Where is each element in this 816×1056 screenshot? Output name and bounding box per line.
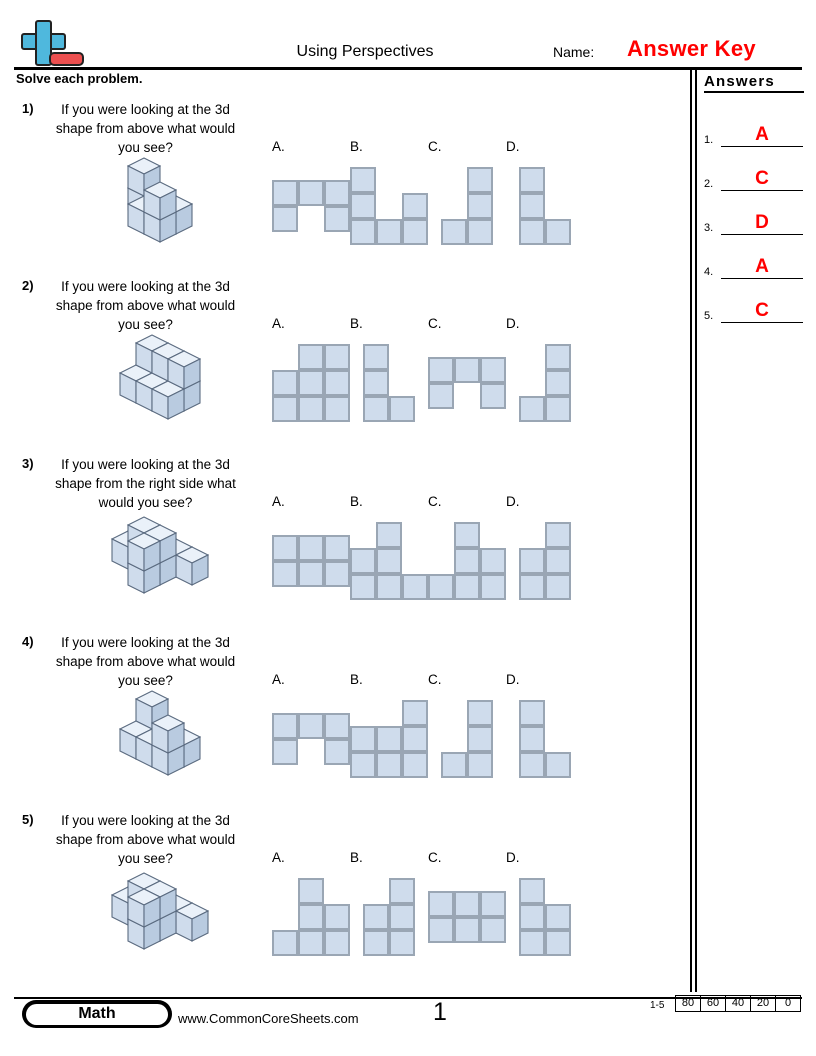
option-grid: [272, 180, 350, 232]
grid-cell: [298, 344, 324, 370]
option-grid: [519, 878, 571, 956]
answer-option-label: B.: [350, 850, 363, 865]
option-grid: [519, 522, 571, 600]
grid-cell: [272, 739, 298, 765]
grid-cell: [324, 904, 350, 930]
grid-cell: [467, 752, 493, 778]
answer-value: C: [755, 300, 769, 321]
grid-cell: [519, 700, 545, 726]
problem-question-text: If you were looking at the 3d shape from above what would you see?: [55, 102, 236, 155]
grid-cell: [324, 206, 350, 232]
grid-cell: [324, 396, 350, 422]
grid-cell: [298, 535, 324, 561]
grid-cell: [519, 930, 545, 956]
grid-cell: [350, 574, 376, 600]
option-grid: [519, 167, 571, 245]
answer-value: A: [755, 256, 769, 277]
grid-cell: [324, 561, 350, 587]
grid-cell: [519, 574, 545, 600]
grid-cell: [272, 561, 298, 587]
grid-cell: [363, 904, 389, 930]
grid-cell: [519, 219, 545, 245]
grid-cell: [389, 396, 415, 422]
grid-cell: [441, 219, 467, 245]
grid-cell: [454, 548, 480, 574]
grid-cell: [428, 357, 454, 383]
answer-option-label: A.: [272, 850, 285, 865]
grid-cell: [324, 344, 350, 370]
answer-option-label: A.: [272, 139, 285, 154]
problem-number: 3): [22, 456, 34, 471]
cube: [167, 350, 201, 390]
grid-cell: [402, 193, 428, 219]
grid-cell: [350, 167, 376, 193]
problem-number: 1): [22, 101, 34, 116]
answer-row: [704, 191, 808, 235]
answer-option-label: A.: [272, 672, 285, 687]
answer-number: 1.: [704, 134, 714, 146]
grid-cell: [402, 574, 428, 600]
grid-cell: [545, 396, 571, 422]
grid-cell: [454, 357, 480, 383]
option-grid: [350, 167, 428, 245]
grid-cell: [298, 878, 324, 904]
page-header: [0, 0, 816, 70]
grid-cell: [454, 917, 480, 943]
answer-blank-line: [721, 322, 803, 323]
option-grid: [519, 700, 571, 778]
grid-cell: [324, 713, 350, 739]
grid-cell: [545, 574, 571, 600]
grid-cell: [519, 396, 545, 422]
grid-cell: [363, 370, 389, 396]
answer-row: [704, 235, 808, 279]
grid-cell: [350, 726, 376, 752]
page-number: 1: [433, 998, 447, 1026]
answer-option-label: B.: [350, 316, 363, 331]
answer-option-label: D.: [506, 672, 520, 687]
option-grid: [428, 357, 506, 409]
grid-cell: [480, 548, 506, 574]
grid-cell: [480, 574, 506, 600]
answer-option-label: C.: [428, 494, 442, 509]
answer-number: 3.: [704, 222, 714, 234]
score-box: 40: [725, 995, 751, 1012]
grid-cell: [389, 904, 415, 930]
header-divider: [14, 67, 802, 70]
grid-cell: [272, 180, 298, 206]
answer-key-stamp: Answer Key: [627, 36, 756, 61]
grid-cell: [545, 904, 571, 930]
grid-cell: [324, 535, 350, 561]
option-grid: [350, 700, 428, 778]
grid-cell: [545, 219, 571, 245]
grid-cell: [350, 193, 376, 219]
answers-heading: Answers: [704, 73, 804, 93]
score-box: 80: [675, 995, 701, 1012]
answer-option-label: D.: [506, 850, 520, 865]
name-label: Name:: [553, 44, 595, 60]
score-range-label: 1-5: [650, 1000, 665, 1011]
cube: [175, 546, 209, 586]
grid-cell: [298, 180, 324, 206]
sidebar-border-left-outer: [690, 67, 692, 992]
grid-cell: [545, 930, 571, 956]
score-box: 20: [750, 995, 776, 1012]
grid-cell: [376, 726, 402, 752]
answer-option-label: C.: [428, 850, 442, 865]
grid-cell: [467, 700, 493, 726]
grid-cell: [480, 891, 506, 917]
option-grid: [363, 344, 415, 422]
cube: [127, 888, 161, 928]
answer-row: [704, 147, 808, 191]
option-grid: [272, 878, 350, 956]
grid-cell: [363, 396, 389, 422]
problem-question-text: If you were looking at the 3d shape from above what would you see?: [55, 813, 236, 866]
grid-cell: [454, 891, 480, 917]
grid-cell: [298, 370, 324, 396]
answer-option-label: B.: [350, 672, 363, 687]
cube: [127, 532, 161, 572]
grid-cell: [441, 752, 467, 778]
answer-option-label: C.: [428, 139, 442, 154]
grid-cell: [324, 180, 350, 206]
grid-cell: [428, 891, 454, 917]
grid-cell: [402, 219, 428, 245]
answer-option-label: A.: [272, 494, 285, 509]
score-box: 60: [700, 995, 726, 1012]
plus-minus-logo-icon: [18, 20, 84, 68]
grid-cell: [519, 726, 545, 752]
grid-cell: [350, 548, 376, 574]
grid-cell: [467, 219, 493, 245]
answer-row: [704, 279, 808, 323]
sidebar-border-left-inner: [695, 67, 697, 992]
grid-cell: [363, 930, 389, 956]
grid-cell: [272, 713, 298, 739]
grid-cell: [363, 344, 389, 370]
problem-question-text: If you were looking at the 3d shape from above what would you see?: [55, 279, 236, 332]
subject-badge: [22, 1000, 172, 1028]
grid-cell: [402, 726, 428, 752]
grid-cell: [350, 219, 376, 245]
answer-option-label: D.: [506, 316, 520, 331]
grid-cell: [545, 370, 571, 396]
grid-cell: [324, 930, 350, 956]
answer-option-label: D.: [506, 139, 520, 154]
problem-question-text: If you were looking at the 3d shape from above what would you see?: [55, 635, 236, 688]
answer-value: D: [755, 212, 769, 233]
grid-cell: [480, 917, 506, 943]
grid-cell: [545, 548, 571, 574]
grid-cell: [467, 167, 493, 193]
grid-cell: [389, 878, 415, 904]
option-grid: [272, 344, 350, 422]
grid-cell: [428, 574, 454, 600]
page-title: Using Perspectives: [296, 43, 434, 60]
grid-cell: [272, 206, 298, 232]
answer-option-label: B.: [350, 139, 363, 154]
problem-question-text: If you were looking at the 3d shape from the right side what would you see?: [55, 457, 236, 510]
grid-cell: [324, 370, 350, 396]
option-grid: [428, 522, 506, 600]
answers-sidebar: [690, 67, 816, 992]
grid-cell: [402, 752, 428, 778]
problem-number: 4): [22, 634, 34, 649]
grid-cell: [376, 522, 402, 548]
answer-option-label: B.: [350, 494, 363, 509]
logo-minus-bar: [49, 52, 84, 66]
subject-badge-label: Math: [26, 1004, 168, 1025]
grid-cell: [298, 930, 324, 956]
grid-cell: [519, 193, 545, 219]
grid-cell: [480, 383, 506, 409]
grid-cell: [272, 396, 298, 422]
grid-cell: [298, 713, 324, 739]
option-grid: [350, 522, 428, 600]
grid-cell: [454, 522, 480, 548]
grid-cell: [519, 904, 545, 930]
grid-cell: [402, 700, 428, 726]
grid-cell: [389, 930, 415, 956]
option-grid: [441, 167, 493, 245]
answer-row: [704, 103, 808, 147]
grid-cell: [272, 930, 298, 956]
grid-cell: [454, 574, 480, 600]
score-scale: [676, 995, 801, 1012]
grid-cell: [545, 344, 571, 370]
grid-cell: [519, 752, 545, 778]
answer-value: A: [755, 124, 769, 145]
cube: [175, 902, 209, 942]
cube: [151, 714, 185, 754]
answer-option-label: C.: [428, 316, 442, 331]
option-grid: [272, 713, 350, 765]
grid-cell: [376, 574, 402, 600]
grid-cell: [298, 561, 324, 587]
answer-number: 5.: [704, 310, 714, 322]
option-grid: [428, 891, 506, 943]
grid-cell: [428, 917, 454, 943]
answer-option-label: A.: [272, 316, 285, 331]
grid-cell: [298, 396, 324, 422]
answer-number: 2.: [704, 178, 714, 190]
grid-cell: [480, 357, 506, 383]
grid-cell: [376, 752, 402, 778]
option-grid: [363, 878, 415, 956]
grid-cell: [298, 904, 324, 930]
answer-number: 4.: [704, 266, 714, 278]
problem-number: 2): [22, 278, 34, 293]
problem-number: 5): [22, 812, 34, 827]
answer-value: C: [755, 168, 769, 189]
instruction-text: Solve each problem.: [16, 71, 143, 86]
option-grid: [441, 700, 493, 778]
option-grid: [272, 535, 350, 587]
grid-cell: [376, 548, 402, 574]
grid-cell: [350, 752, 376, 778]
grid-cell: [545, 752, 571, 778]
grid-cell: [519, 548, 545, 574]
website-url: www.CommonCoreSheets.com: [178, 1011, 359, 1026]
grid-cell: [324, 739, 350, 765]
cube: [143, 181, 177, 221]
answer-option-label: C.: [428, 672, 442, 687]
grid-cell: [545, 522, 571, 548]
answer-option-label: D.: [506, 494, 520, 509]
score-box: 0: [775, 995, 801, 1012]
grid-cell: [272, 535, 298, 561]
grid-cell: [519, 167, 545, 193]
grid-cell: [467, 726, 493, 752]
grid-cell: [428, 383, 454, 409]
option-grid: [519, 344, 571, 422]
grid-cell: [519, 878, 545, 904]
grid-cell: [376, 219, 402, 245]
grid-cell: [467, 193, 493, 219]
grid-cell: [272, 370, 298, 396]
